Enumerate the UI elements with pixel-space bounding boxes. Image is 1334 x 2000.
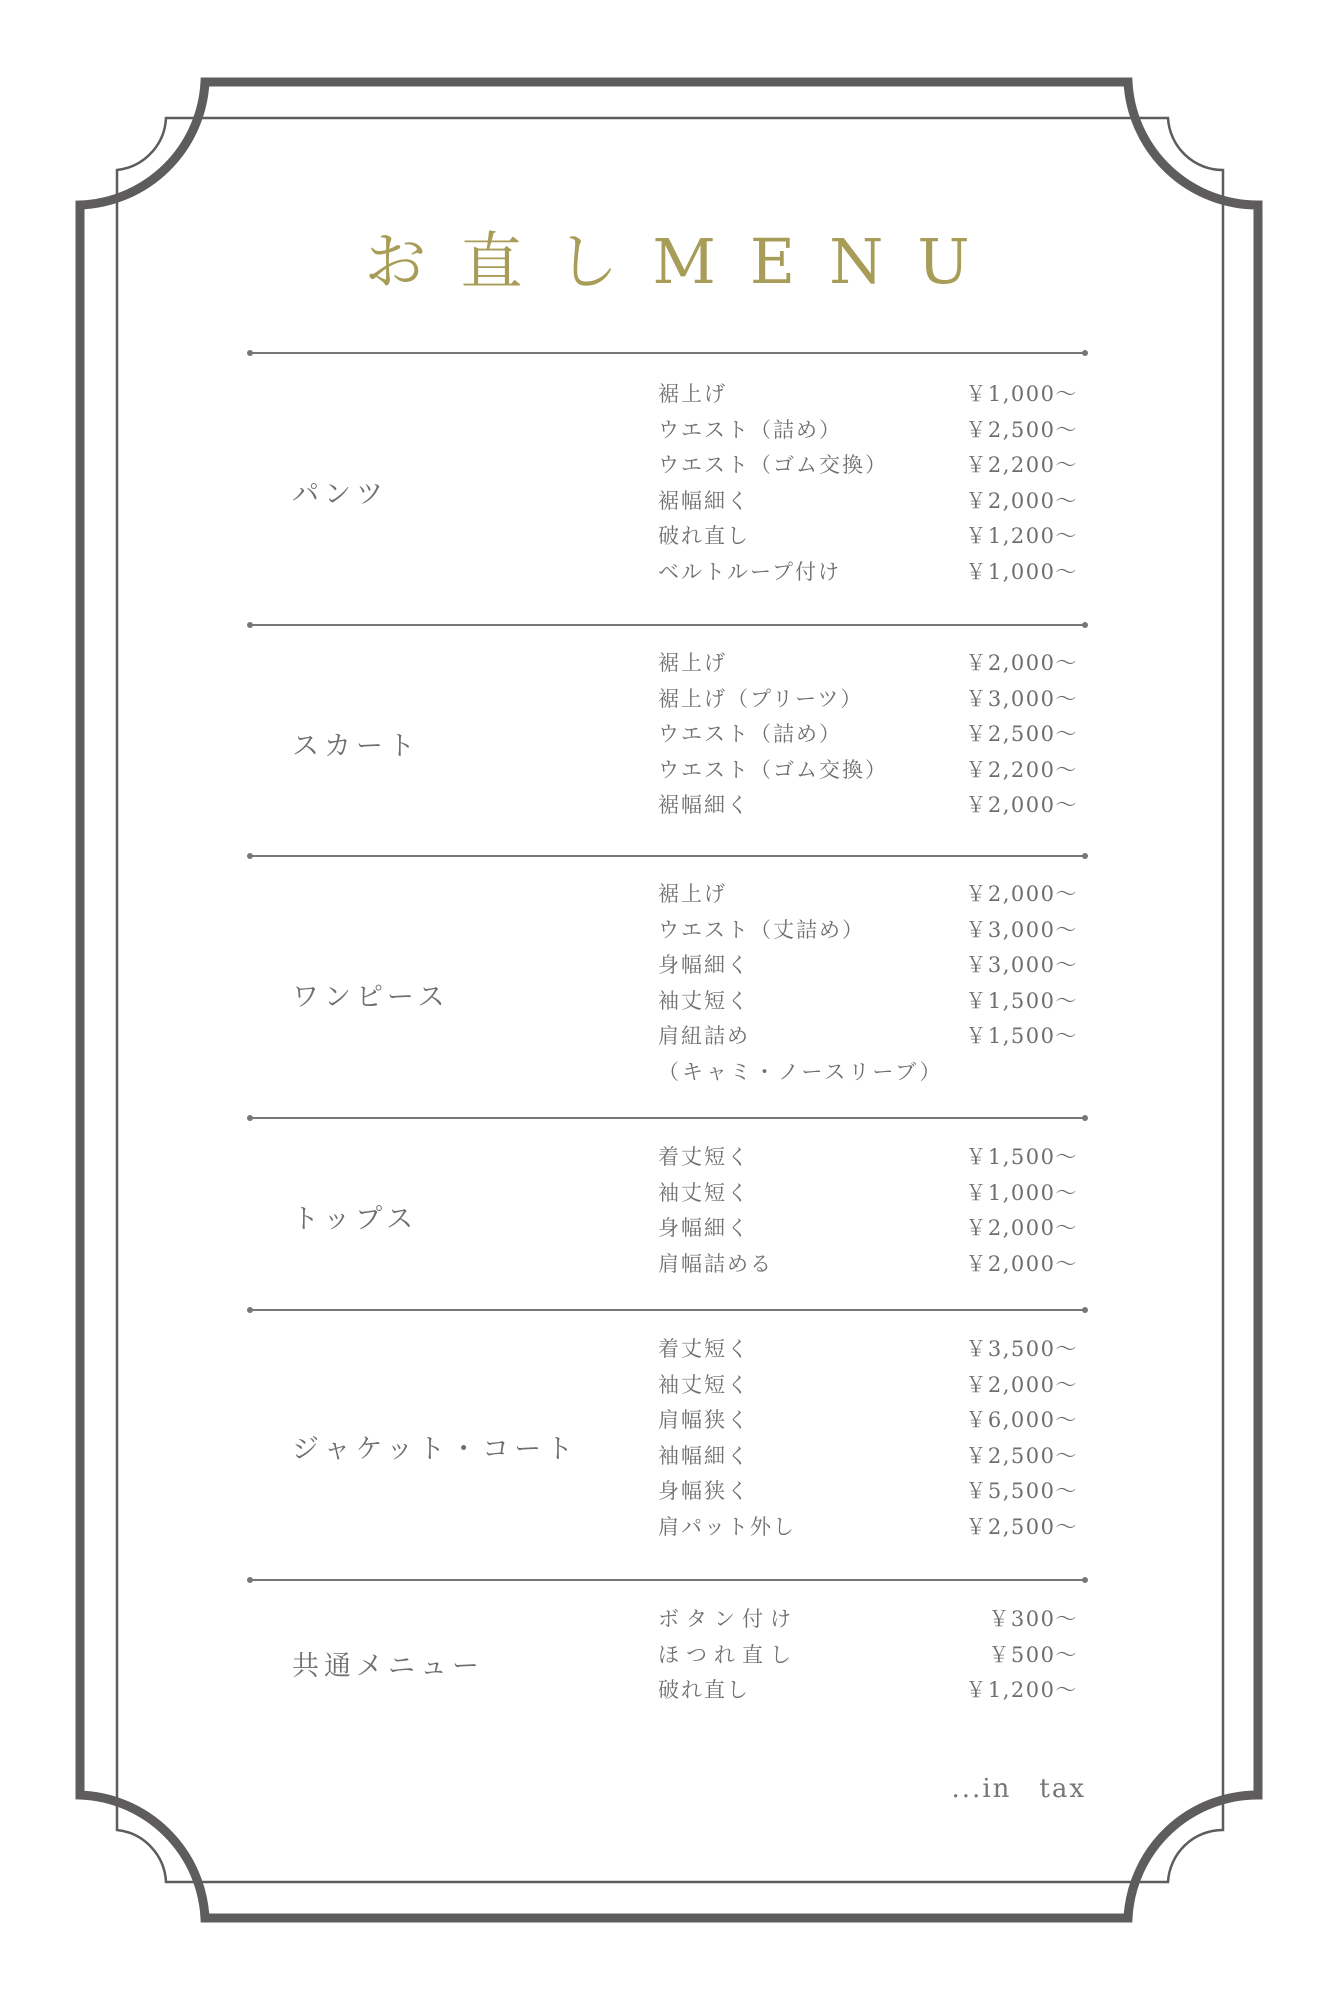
item-name: 肩紐詰め — [658, 1024, 750, 1049]
item-price: ￥2,000～ — [965, 882, 1078, 906]
item-name: 裾上げ（プリーツ） — [658, 686, 864, 711]
section-common-menu — [250, 1579, 1085, 1739]
menu-item — [658, 1510, 1078, 1546]
item-price: ￥3,500～ — [965, 1337, 1078, 1361]
section-onepiece — [250, 855, 1085, 1117]
item-price: ￥2,500～ — [965, 1514, 1078, 1539]
item-price: ￥300～ — [988, 1607, 1078, 1631]
item-name: 身幅細く — [658, 953, 750, 978]
item-name: 袖丈短く — [658, 1180, 750, 1205]
menu-item — [658, 1403, 1078, 1439]
menu-item — [658, 1247, 1078, 1283]
item-name: ウエスト（丈詰め） — [658, 917, 865, 942]
item-name: 裾幅細く — [658, 488, 750, 513]
menu-item — [658, 555, 1078, 591]
item-price: ￥2,500～ — [965, 417, 1078, 442]
menu-item — [658, 682, 1078, 718]
item-price: ￥1,200～ — [965, 1678, 1078, 1703]
category-label: スカート — [292, 731, 420, 762]
divider — [250, 855, 1085, 857]
menu-item — [658, 1638, 1078, 1674]
item-name: 袖丈短く — [658, 1372, 750, 1397]
menu-item — [658, 1140, 1078, 1176]
item-price: ￥2,500～ — [965, 1443, 1078, 1468]
item-price: ￥6,000～ — [965, 1408, 1078, 1433]
item-price: ￥2,000～ — [965, 651, 1078, 675]
section-tops — [250, 1117, 1085, 1309]
item-price: ￥1,500～ — [965, 1145, 1078, 1169]
menu-item — [658, 984, 1078, 1020]
menu-item — [658, 1602, 1078, 1638]
item-name: ウエスト（ゴム交換） — [658, 757, 888, 782]
item-price: ￥2,500～ — [965, 722, 1078, 747]
item-price: ￥2,000～ — [965, 1251, 1078, 1276]
item-name: ほつれ直し — [658, 1642, 798, 1667]
menu-item — [658, 484, 1078, 520]
section-jacket-coat — [250, 1309, 1085, 1579]
category-label: ワンピース — [292, 982, 450, 1013]
item-name: 袖幅細く — [658, 1443, 750, 1468]
item-price: ￥2,000～ — [965, 1216, 1078, 1241]
item-name: ウエスト（詰め） — [658, 417, 842, 442]
item-name: 袖丈短く — [658, 988, 750, 1013]
divider — [250, 1579, 1085, 1581]
menu-item — [658, 913, 1078, 949]
menu-item — [658, 877, 1078, 913]
item-name: 裾上げ — [658, 882, 727, 906]
menu-item — [658, 646, 1078, 682]
item-price: ￥5,500～ — [965, 1479, 1078, 1504]
item-price: ￥2,200～ — [965, 453, 1078, 478]
category-label: 共通メニュー — [292, 1651, 484, 1682]
menu-item — [658, 717, 1078, 753]
item-name: 着丈短く — [658, 1337, 750, 1361]
item-name: ウエスト（詰め） — [658, 722, 842, 747]
item-name: 裾幅細く — [658, 793, 750, 818]
menu-item — [658, 1332, 1078, 1368]
divider — [250, 1117, 1085, 1119]
menu-item — [658, 377, 1078, 413]
divider — [250, 352, 1085, 354]
item-price: ￥3,000～ — [965, 686, 1078, 711]
item-name: 肩幅狭く — [658, 1408, 750, 1433]
menu-item — [658, 1211, 1078, 1247]
tax-note: ...in tax — [951, 1774, 1086, 1804]
menu-item — [658, 753, 1078, 789]
item-name: 着丈短く — [658, 1145, 750, 1169]
section-pants — [250, 352, 1085, 624]
item-name: 身幅細く — [658, 1216, 750, 1241]
item-name: 身幅狭く — [658, 1479, 750, 1504]
menu-item — [658, 413, 1078, 449]
item-price: ￥1,000～ — [965, 559, 1078, 584]
divider — [250, 624, 1085, 626]
menu-item — [658, 1673, 1078, 1709]
category-label: パンツ — [292, 479, 388, 510]
item-price: ￥2,000～ — [965, 488, 1078, 513]
category-label: トップス — [292, 1204, 419, 1235]
item-price: ￥500～ — [988, 1642, 1078, 1667]
item-name: ボタン付け — [658, 1607, 798, 1631]
item-name: ベルトループ付け — [658, 559, 841, 584]
item-price: ￥3,000～ — [965, 917, 1078, 942]
item-name: 破れ直し — [658, 1678, 750, 1703]
menu-item — [658, 448, 1078, 484]
item-price: ￥1,500～ — [965, 1024, 1078, 1049]
item-note: （キャミ・ノースリーブ） — [658, 1060, 944, 1084]
item-price: ￥2,000～ — [965, 793, 1078, 818]
category-label: ジャケット・コート — [292, 1434, 579, 1465]
menu-item — [658, 788, 1078, 824]
menu-item — [658, 948, 1078, 984]
item-name: 肩幅詰める — [658, 1251, 773, 1276]
menu-item — [658, 519, 1078, 555]
menu-item — [658, 1474, 1078, 1510]
item-name: 裾上げ — [658, 651, 727, 675]
item-name: 肩パット外し — [658, 1514, 796, 1539]
section-skirt — [250, 624, 1085, 855]
item-name: 裾上げ — [658, 382, 727, 406]
menu-item — [658, 1019, 1078, 1055]
item-price: ￥1,200～ — [965, 524, 1078, 549]
item-price: ￥1,000～ — [965, 382, 1078, 406]
divider — [250, 1309, 1085, 1311]
menu-item — [658, 1176, 1078, 1212]
item-price: ￥1,500～ — [965, 988, 1078, 1013]
item-price: ￥2,200～ — [965, 757, 1078, 782]
item-price: ￥1,000～ — [965, 1180, 1078, 1205]
menu-item — [658, 1439, 1078, 1475]
item-name: 破れ直し — [658, 524, 750, 549]
item-price: ￥3,000～ — [965, 953, 1078, 978]
item-price: ￥2,000～ — [965, 1372, 1078, 1397]
menu-item — [658, 1368, 1078, 1404]
menu-title: お直しMENU — [364, 225, 1004, 298]
item-name: ウエスト（ゴム交換） — [658, 453, 888, 478]
